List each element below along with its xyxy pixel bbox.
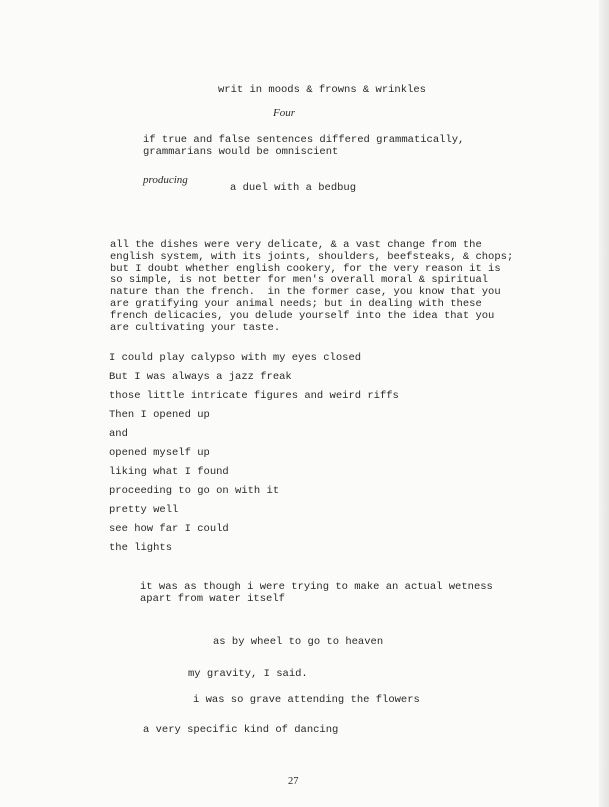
page-number: 27 — [288, 776, 299, 787]
poem-line: see how far I could — [109, 523, 229, 535]
poem-line: pretty well — [109, 504, 179, 516]
page-heading: writ in moods & frowns & wrinkles — [218, 84, 426, 96]
producing-label: producing — [143, 174, 188, 186]
wheel-line: as by wheel to go to heaven — [213, 636, 384, 648]
poem-line: those little intricate figures and weird riffs — [109, 390, 399, 402]
poem-line: But I was always a jazz freak — [109, 371, 292, 383]
poem-stanza — [109, 352, 399, 561]
paragraph-line: are cultivating your taste. — [110, 321, 281, 334]
poem-line: Then I opened up — [109, 409, 210, 421]
paragraph-line: french delicacies, you delude yourself into the idea that you — [110, 309, 495, 322]
poem-line: the lights — [109, 542, 173, 554]
section-title: Four — [273, 107, 295, 119]
paragraph-line: all the dishes were very delicate, & a vast change from the — [110, 239, 482, 251]
producing-text: a duel with a bedbug — [230, 182, 357, 194]
paragraph-line: are gratifying your animal needs; but in dealing with these — [110, 297, 482, 310]
epigraph-line-2: grammarians would be omniscient — [143, 146, 339, 158]
wetness-line-2: apart from water itself — [140, 593, 285, 605]
paragraph-line: so simple, is not better for men's overall moral & spiritual — [110, 274, 489, 287]
poem-line: and — [109, 428, 128, 440]
poem-line: proceeding to go on with it — [109, 485, 280, 497]
dancing-line: a very specific kind of dancing — [143, 724, 339, 736]
paragraph-line: english system, with its joints, shoulders, beefsteaks, & chops; — [110, 250, 514, 263]
page-edge — [599, 0, 609, 807]
poem-line: liking what I found — [109, 466, 229, 478]
paragraph-line: but I doubt whether english cookery, for the very reason it is — [110, 262, 501, 275]
poem-line: I could play calypso with my eyes closed — [109, 352, 362, 364]
prose-paragraph — [110, 240, 520, 334]
wetness-line-1: it was as though i were trying to make an actual wetness — [140, 581, 493, 593]
paragraph-line: nature than the french. in the former case, you know that you — [110, 286, 501, 299]
poem-line: opened myself up — [109, 447, 210, 459]
epigraph-line-1: if true and false sentences differed grammatically, — [143, 134, 465, 146]
grave-line: i was so grave attending the flowers — [193, 694, 420, 706]
gravity-line: my gravity, I said. — [188, 668, 308, 680]
